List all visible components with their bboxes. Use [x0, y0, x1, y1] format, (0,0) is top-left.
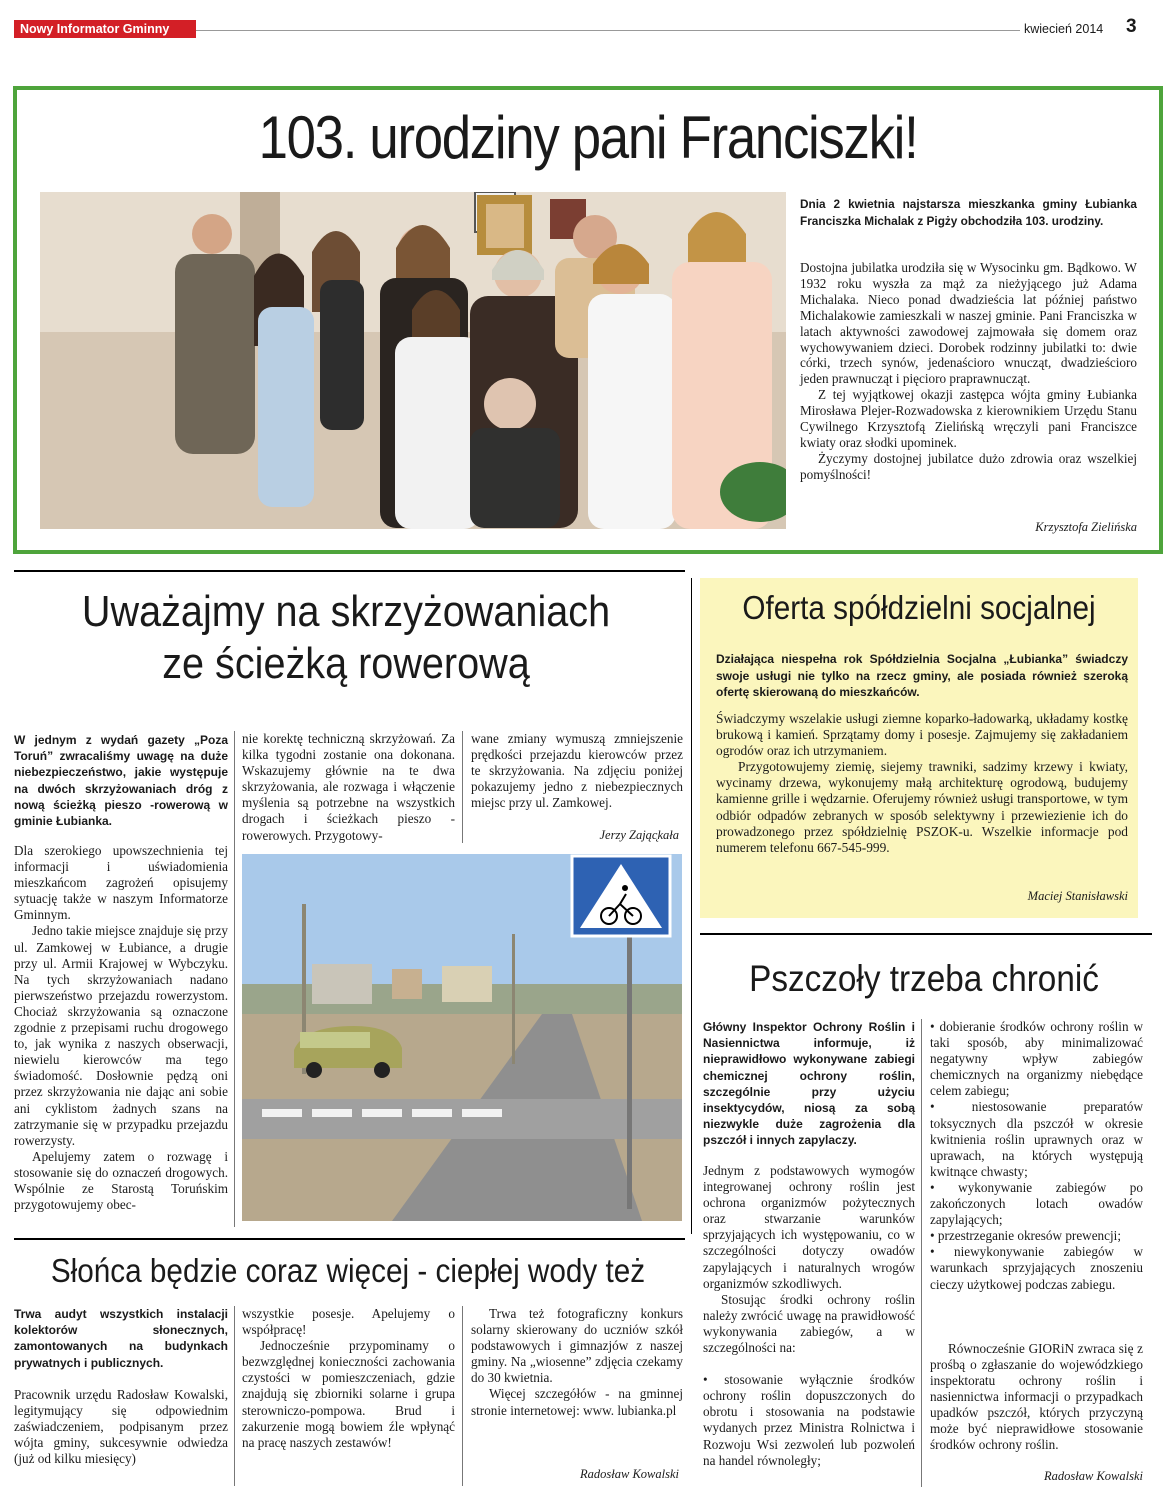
article-crossing-paragraph: Jedno takie miejsce znajduje się przy ul. Zamkowej w Łubiance, a drugie przy ul. Armii Krajowej w Wybczyku. Na tych skrzyżowaniach nadano pierwszeństwo przejazdu rowerzystom. Chociaż skrzyżowania są oznaczone zgodnie z przepisami ruchu drogowego to, jak wynika z naszych obserwacji, niewielu kierowców ma tego świadomość. Dosłownie pędzą oni przez skrzyżowania nie dając ani sobie ani cyklistom żadnych szans na zatrzymanie się w przypadku przejazdu rowerzysty.	[14, 923, 228, 1148]
article-solar-column-3	[471, 1306, 683, 1419]
issue-date: kwiecień 2014	[1024, 22, 1104, 36]
article-solar-paragraph: Więcej szczegółów - na gminnej stronie internetowej: www. lubianka.pl	[471, 1386, 683, 1418]
crossing-street-photo	[242, 854, 682, 1221]
article-crossing-paragraph: Dla szerokiego upowszechnienia tej informacji i uświadomienia mieszkańcom zagrożeń opisujemy sytuację także w naszym Informatorze Gminnym.	[14, 843, 228, 923]
article-birthday-body	[800, 260, 1137, 483]
article-bees-bullet: • niestosowanie preparatów toksycznych dla pszczół w okresie kwitnienia roślin uprawnych oraz w uprawach, na których występują kwitnące chwasty;	[930, 1099, 1143, 1179]
article-crossing-author: Jerzy Zając̨kała	[599, 828, 679, 842]
article-solar-title: Słońca będzie coraz więcej - ciepłej wody też	[50, 1252, 646, 1289]
article-birthday-title: 103. urodziny pani Franciszki!	[258, 104, 918, 171]
article-crossing-title	[42, 586, 650, 690]
article-bees-column-1	[703, 1163, 915, 1469]
article-crossing-column-3: wane zmiany wymuszą zmniejszenie prędkości przejazdu kierowców przez te skrzyżowania. Na zdjęciu poniżej pokazujemy jedno z niebezpiecznych miejsc przy ul. Zamkowej.	[471, 731, 683, 811]
article-bees-title: Pszczoły trzeba chronić	[749, 958, 1099, 999]
article-birthday-author: Krzysztofa Zielińska	[1035, 520, 1137, 534]
article-birthday-lead: Dnia 2 kwietnia najstarsza mieszkanka gminy Łubianka Franciszka Michalak z Pigży obchodziła 103. urodziny.	[800, 197, 1137, 228]
article-crossing-title-line: ze ścieżką rowerową	[162, 639, 530, 688]
article-birthday-paragraph: Życzymy dostojnej jubilatce dużo zdrowia oraz wszelkiej pomyślności!	[800, 450, 1137, 482]
article-bees-bullet: • dobieranie środków ochrony roślin w taki sposób, aby minimalizować negatywny wpływ zabiegów chemicznych na organizmy niebędące celem zabiegu;	[930, 1019, 1143, 1099]
article-bees-author: Radosław Kowalski	[1044, 1469, 1143, 1483]
article-bees-paragraph: Stosując środki ochrony roślin należy zwrócić uwagę na prawidłowość wykonywania zabiegów, a w szczególności na:	[703, 1291, 915, 1356]
article-solar-paragraph: Trwa też fotograficzny konkurs solarny skierowany do uczniów szkół podstawowych i gimnazjów z naszej gminy. Na „wiosenne” zdjęcia czekamy do 30 kwietnia.	[471, 1306, 683, 1386]
column-divider	[234, 731, 235, 1227]
article-crossing-column-2: nie korektę techniczną skrzyżowań. Za kilka tygodni zostanie ona dokonana. Wskazujemy głównie na te dwa skrzyżowania, ale rozwaga i włączenie myślenia są potrzebne na wszystkich drogach i ścieżkach pieszo - rowerowych. Przygotowy-	[242, 731, 455, 843]
article-solar-column-1: Pracownik urzędu Radosław Kowalski, legitymujący się odpowiednim zaświadczeniem, podpisanym przez wójta gminy, sukcesywnie odwiedza (już od kilku miesięcy)	[14, 1387, 228, 1467]
article-bees-lead: Główny Inspektor Ochrony Roślin i Nasiennictwa informuje, iż nieprawidłowo wykonywane zabiegi chemicznej ochrony roślin, szczególnie przy użyciu insektycydów, niosą za sobą niezwykle duże zagrożenia dla pszczół i innych zapylaczy.	[703, 1020, 915, 1148]
article-solar-column-2	[242, 1306, 455, 1451]
column-divider	[921, 1019, 922, 1487]
article-crossing-column-1	[14, 843, 228, 1213]
article-solar-author: Radosław Kowalski	[580, 1467, 679, 1481]
family-group-photo-illustration	[40, 192, 786, 529]
article-birthday-paragraph: Dostojna jubilatka urodziła się w Wysocinku gm. Bądkowo. W 1932 roku wyszła za mąż za nieżyjącego już Adama Michalaka. Nieco ponad dwadzieścia lat później państwo Michalakowie zamieszkali w naszej gminie. Pani Franciszka w latach aktywności zawodowej zajmowała się domem oraz wychowywaniem dzieci. Dorobek rodzinny jubilatki to: dwie córki, trzech synów, jedenaścioro wnucząt, dwadzieścioro jeden prawnucząt i pięcioro praprawnucząt.	[800, 260, 1137, 387]
article-cooperative-paragraph: Świadczymy wszelakie usługi ziemne koparko-ładowarką, układamy kostkę brukową i kamień. Sprzątamy domy i posesje. Zajmujemy się zakładaniem ogrodów oraz ich utrzymaniem.	[716, 711, 1128, 759]
article-bees-paragraph: Równocześnie GIORiN zwraca się z prośbą o zgłaszanie do wojewódzkiego inspektoratu ochrony roślin i nasiennictwa informacji o przypadkach upadków pszczół, których przyczyną może być nieprawidłowe stosowanie środków ochrony roślin.	[930, 1340, 1143, 1453]
article-cooperative-author: Maciej Stanisławski	[1027, 889, 1128, 903]
crossing-street-photo-illustration	[242, 854, 682, 1221]
article-bees-bullet: • wykonywanie zabiegów po zakończonych lotach owadów zapylających;	[930, 1179, 1143, 1228]
article-cooperative-paragraph: Przygotowujemy ziemię, siejemy trawniki, sadzimy krzewy i kwiaty, wycinamy drzewa, wykonujemy małą architekturę ogrodową, budujemy kamienne grille i wędzarnie. Oferujemy również usługi transportowe, w tym odbiór odpadów zebranych w sposób selektywny i przewiezienie ich do prowadzonego przez spółdzielnię PSZOK-u. Wszelkie informacje pod numerem telefonu 667-545-999.	[716, 759, 1128, 855]
header-rule	[196, 30, 1020, 31]
article-cooperative-title: Oferta spółdzielni socjalnej	[742, 589, 1096, 626]
section-divider	[14, 1238, 685, 1240]
page-number: 3	[1126, 16, 1137, 37]
masthead-publication-name: Nowy Informator Gminny	[14, 20, 196, 38]
section-divider	[700, 933, 1152, 935]
article-solar-lead: Trwa audyt wszystkich instalacji kolektorów słonecznych, zamontowanych na budynkach prywatnych i publicznych.	[14, 1307, 228, 1370]
article-bees-paragraph: Jednym z podstawowych wymogów integrowanej ochrony roślin jest ochrona organizmów pożytecznych oraz stwarzanie warunków sprzyjających ich występowaniu, co w szczególności dotyczy owadów zapylających i naturalnych wrogów organizmów szkodliwych.	[703, 1163, 915, 1291]
article-bees-bullet: • przestrzeganie okresów prewencji;	[930, 1228, 1121, 1244]
article-cooperative-lead: Działająca niespełna rok Spółdzielnia Socjalna „Łubianka” świadczy swoje usługi nie tylko na rzecz gminy, ale posiada również szeroką ofertę skierowaną do mieszkańców.	[716, 652, 1128, 699]
section-divider	[14, 570, 685, 572]
column-divider	[462, 1306, 463, 1486]
article-crossing-paragraph: Apelujemy zatem o rozwagę i stosowanie się do oznaczeń drogowych. Wspólnie ze Starostą Toruńskim przygotowujemy obec-	[14, 1148, 228, 1213]
article-bees-column-2	[930, 1019, 1143, 1453]
article-solar-paragraph: wszystkie posesje. Apelujemy o współpracę!	[242, 1306, 455, 1338]
column-divider	[691, 578, 692, 1234]
article-bees-bullet: • niewykonywanie zabiegów w warunkach sprzyjających znoszeniu cieczy użytkowej podczas zabiegu.	[930, 1244, 1143, 1292]
article-birthday-paragraph: Z tej wyjątkowej okazji zastępca wójta gminy Łubianka Mirosława Plejer-Rozwadowska z kierownikiem Urzędu Stanu Cywilnego Krzysztofą Zielińską wręczyli pani Franciszce kwiaty oraz słodki upominek.	[800, 387, 1137, 450]
article-bees-bullet: • stosowanie wyłącznie środków ochrony roślin dopuszczonych do obrotu i stosowania na podstawie wydanych przez Ministra Rolnictwa i Rozwoju Wsi zezwoleń lub pozwoleń na handel równoległy;	[703, 1372, 915, 1468]
article-cooperative-body	[716, 711, 1128, 856]
column-divider	[462, 731, 463, 843]
column-divider	[234, 1306, 235, 1486]
article-solar-paragraph: Jednocześnie przypominamy o bezwzględnej konieczności zachowania czystości w pomieszczeniach, gdzie znajdują się zbiorniki solarne i grupa sterowniczo-pompowa. Brud i zakurzenie mogą bowiem źle wpłynąć na pracę naszych zestawów!	[242, 1338, 455, 1450]
article-crossing-lead: W jednym z wydań gazety „Poza Toruń” zwracaliśmy uwagę na duże niebezpieczeństwo, jakie występuje na dwóch skrzyżowaniach dróg z nową ścieżką pieszo -rowerową w gminie Łubianka.	[14, 733, 228, 829]
article-crossing-title-line: Uważajmy na skrzyżowaniach	[81, 587, 611, 636]
family-group-photo	[40, 192, 786, 529]
